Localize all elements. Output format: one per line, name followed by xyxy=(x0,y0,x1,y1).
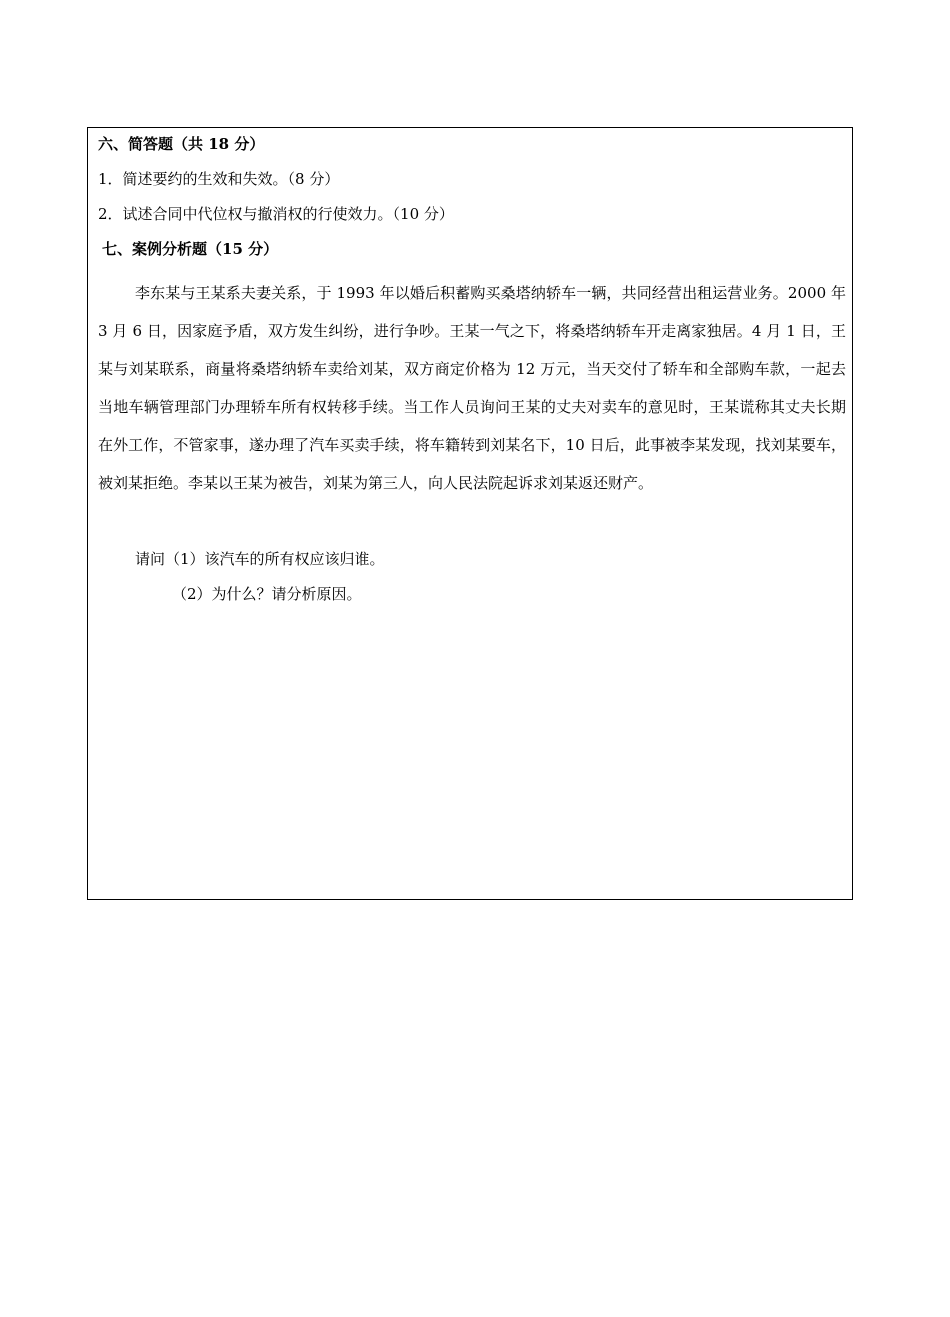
case-paragraph: 李东某与王某系夫妻关系，于 1993 年以婚后积蓄购买桑塔纳轿车一辆，共同经营出租运营业务。2000 年 3 月 6 日，因家庭予盾，双方发生纠纷，进行争吵。王某一气之下，将桑塔纳轿车开走离家独居。4 月 1 日，王某与刘某联系，商量将桑塔纳轿车卖给刘某，双方商定价格为 12 万元，当天交付了轿车和全部购车款，一起去当地车辆管理部门办理轿车所有权转移手续。当工作人员询问王某的丈夫对卖车的意见时，王某谎称其丈夫长期在外工作，不管家事，遂办理了汽车买卖手续，将车籍转到刘某名下，10 日后，此事被李某发现，找刘某要车，被刘某拒绝。李某以王某为被告，刘某为第三人，向人民法院起诉求刘某返还财产。 xyxy=(98,284,846,492)
case-question-2: （2）为什么？请分析原因。 xyxy=(172,585,362,603)
section6-question-1: 1．简述要约的生效和失效。（8 分） xyxy=(98,170,340,188)
section7-heading: 七、案例分析题（15 分） xyxy=(102,240,279,258)
exam-answer-box xyxy=(87,127,853,900)
section6-heading: 六、简答题（共 18 分） xyxy=(98,135,265,153)
case-question-1: 请问（1）该汽车的所有权应该归谁。 xyxy=(135,550,385,568)
section6-question-2: 2．试述合同中代位权与撤消权的行使效力。（10 分） xyxy=(98,205,454,223)
